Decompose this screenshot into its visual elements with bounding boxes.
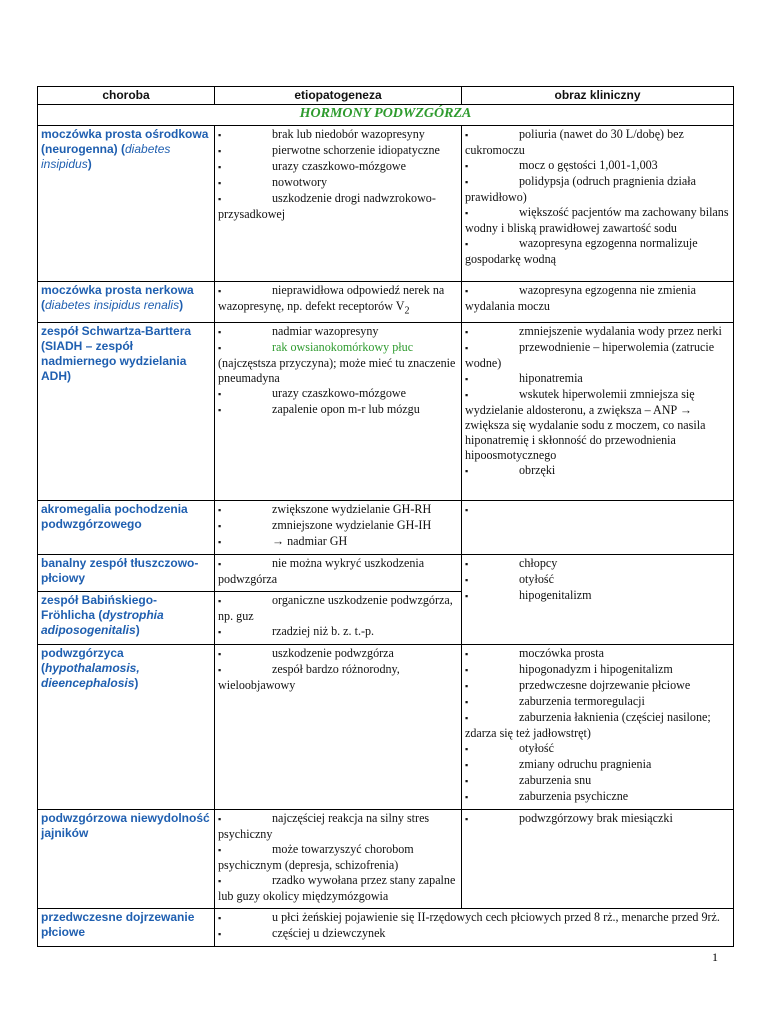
bullet-icon: ▪ <box>218 876 222 887</box>
disease-cell <box>38 555 215 592</box>
bullet-icon: ▪ <box>465 575 469 586</box>
item-text: obrzęki <box>519 463 556 478</box>
bullet-icon: ▪ <box>465 208 469 218</box>
item-text: zwiększone wydzielanie GH-RH <box>272 502 432 517</box>
disease-latin-name: hypothalamosis, dieencephalosis <box>41 661 140 691</box>
item-text: zmniejszenie wydalania wody przez nerki <box>519 324 722 339</box>
list-item <box>218 646 458 662</box>
item-text: rzadko wywołana przez stany zapalne lub guzy okolicy międzymózgowia <box>218 873 456 904</box>
item-text: wazopresyna egzogenna nie zmienia wydalania moczu <box>465 283 696 313</box>
list-item <box>218 873 458 904</box>
item-text: uszkodzenie podwzgórza <box>272 646 394 661</box>
bullet-icon: ▪ <box>218 665 222 676</box>
list-item <box>465 773 730 789</box>
list-item <box>218 842 458 873</box>
etiopathogenesis-cell <box>215 810 462 909</box>
clinical-cell <box>462 323 734 501</box>
list-item <box>465 757 730 773</box>
bullet-icon: ▪ <box>465 760 469 771</box>
bullet-icon: ▪ <box>465 665 469 676</box>
list-item <box>465 174 730 205</box>
bullet-icon: ▪ <box>218 130 222 140</box>
bullet-icon: ▪ <box>218 505 222 516</box>
bullet-icon: ▪ <box>465 286 469 296</box>
bullet-icon: ▪ <box>218 286 222 296</box>
list-item <box>465 789 730 805</box>
bullet-icon: ▪ <box>465 130 469 140</box>
bullet-icon: ▪ <box>218 627 222 638</box>
bullet-icon: ▪ <box>465 374 469 385</box>
disease-name: moczówka prosta nerkowa ( <box>41 283 194 312</box>
table-row <box>38 501 734 555</box>
list-item <box>465 371 730 387</box>
list-item <box>218 191 458 222</box>
list-item <box>218 143 458 159</box>
bullet-icon: ▪ <box>465 390 469 401</box>
disease-cell <box>38 645 215 810</box>
etiopathogenesis-cell <box>215 323 462 501</box>
bullet-icon: ▪ <box>218 929 222 940</box>
disease-cell <box>38 909 215 947</box>
list-item <box>218 386 458 402</box>
item-text: hipogonadyzm i hipogenitalizm <box>519 662 673 677</box>
disease-cell <box>38 282 215 323</box>
list-item <box>218 910 730 926</box>
list-item <box>465 572 730 588</box>
list-item <box>218 926 730 942</box>
item-text: zaburzenia psychiczne <box>519 789 629 804</box>
bullet-icon: ▪ <box>465 343 469 354</box>
list-item <box>218 340 458 386</box>
item-text: urazy czaszkowo-mózgowe <box>272 386 406 401</box>
item-text: brak lub niedobór wazopresyny <box>272 127 425 141</box>
bullet-icon: ▪ <box>465 713 469 724</box>
merged-cell <box>215 909 734 947</box>
table-row <box>38 810 734 909</box>
table-row <box>38 645 734 810</box>
bullet-icon: ▪ <box>465 744 469 755</box>
item-text: → nadmiar GH <box>272 534 348 549</box>
bullet-icon: ▪ <box>465 239 469 249</box>
column-header-disease: choroba <box>38 87 215 105</box>
disease-name: podwzgórzyca ( <box>41 646 124 676</box>
bullet-icon: ▪ <box>218 913 222 924</box>
bullet-icon: ▪ <box>218 537 222 548</box>
table-row <box>38 909 734 947</box>
bullet-icon: ▪ <box>218 194 222 204</box>
table-row <box>38 282 734 323</box>
bullet-icon: ▪ <box>218 327 222 338</box>
etiopathogenesis-cell <box>215 592 462 645</box>
bullet-icon: ▪ <box>218 845 222 856</box>
list-item <box>218 556 458 587</box>
bullet-icon: ▪ <box>218 178 222 188</box>
bullet-icon: ▪ <box>465 776 469 787</box>
bullet-icon: ▪ <box>465 681 469 692</box>
list-item <box>218 324 458 340</box>
item-text: poliuria (nawet do 30 L/dobę) bez cukromoczu <box>465 127 684 157</box>
list-item <box>218 502 458 518</box>
list-item <box>465 556 730 572</box>
list-item <box>218 534 458 550</box>
disease-name: akromegalia pochodzenia podwzgórzowego <box>41 502 188 532</box>
item-text: zaburzenia termoregulacji <box>519 694 645 709</box>
bullet-icon: ▪ <box>218 343 222 354</box>
disease-name-suffix: ) <box>135 623 140 638</box>
item-text: otyłość <box>519 572 554 587</box>
item-text: → zwiększa się wydalanie sodu z moczem, co nasila hiponatremię i skłonność do przewodnienia hipoosmotycznego <box>465 403 706 463</box>
item-text: hipogenitalizm <box>519 588 592 603</box>
bullet-icon: ▪ <box>465 559 469 570</box>
list-item <box>465 694 730 710</box>
list-item <box>218 283 458 318</box>
item-text: nieprawidłowa odpowiedź nerek na wazopresynę, np. defekt receptorów V <box>218 283 445 313</box>
item-text: mocz o gęstości 1,001-1,003 <box>519 158 658 172</box>
item-text: większość pacjentów ma zachowany bilans wodny i bliską prawidłowej zawartość sodu <box>465 205 729 235</box>
disease-cell <box>38 323 215 501</box>
clinical-cell <box>462 810 734 909</box>
item-text: wazopresyna egzogenna normalizuje gospodarkę wodną <box>465 236 698 266</box>
disease-name: podwzgórzowa niewydolność jajników <box>41 811 210 841</box>
item-text: u płci żeńskiej pojawienie się II-rzędowych cech płciowych przed 8 rż., menarche przed 9rż. <box>272 910 720 925</box>
item-text: nadmiar wazopresyny <box>272 324 379 339</box>
bullet-icon: ▪ <box>465 697 469 708</box>
bullet-icon: ▪ <box>218 405 222 416</box>
list-item <box>465 205 730 236</box>
bullet-icon: ▪ <box>218 162 222 172</box>
bullet-icon: ▪ <box>465 792 469 803</box>
disease-cell <box>38 592 215 645</box>
clinical-cell <box>462 645 734 810</box>
clinical-cell <box>462 555 734 645</box>
list-item <box>218 402 458 418</box>
disease-name: zespół Schwartza-Barttera (SIADH – zespół nadmiernego wydzielania ADH) <box>41 324 192 384</box>
etiopathogenesis-cell <box>215 282 462 323</box>
bullet-icon: ▪ <box>218 559 222 570</box>
list-item <box>465 324 730 340</box>
disease-cell <box>38 126 215 282</box>
list-item <box>465 588 730 604</box>
disease-latin-name: diabetes insipidus <box>41 142 171 171</box>
list-item <box>465 646 730 662</box>
column-header-etiopathogenesis: etiopatogeneza <box>215 87 462 105</box>
item-text: zaburzenia snu <box>519 773 592 788</box>
disease-latin-name: dystrophia adiposogenitalis <box>41 608 164 638</box>
item-text: uszkodzenie drogi nadwzrokowo-przysadkowej <box>218 191 436 221</box>
bullet-icon: ▪ <box>218 521 222 532</box>
item-text: może towarzyszyć chorobom psychicznym (depresja, schizofrenia) <box>218 842 414 873</box>
disease-cell <box>38 810 215 909</box>
bullet-icon: ▪ <box>465 505 469 516</box>
list-item <box>218 811 458 842</box>
clinical-cell <box>462 501 734 555</box>
bullet-icon: ▪ <box>218 389 222 400</box>
item-text: przewodnienie – hiperwolemia (zatrucie wodne) <box>465 340 715 371</box>
list-item <box>218 127 458 143</box>
bullet-icon: ▪ <box>218 814 222 825</box>
item-text: polidypsja (odruch pragnienia działa prawidłowo) <box>465 174 696 204</box>
list-item <box>465 502 730 518</box>
etiopathogenesis-cell <box>215 501 462 555</box>
disease-name-suffix: ) <box>87 157 92 171</box>
item-text: urazy czaszkowo-mózgowe <box>272 159 406 173</box>
page-number: 1 <box>712 950 718 964</box>
list-item <box>465 340 730 371</box>
disease-name: przedwczesne dojrzewanie płciowe <box>41 910 195 940</box>
item-text: podwzgórzowy brak miesiączki <box>519 811 673 826</box>
bullet-icon: ▪ <box>465 177 469 187</box>
list-item <box>218 593 458 624</box>
item-subscript: 2 <box>404 305 410 317</box>
list-item <box>465 678 730 694</box>
disease-name-suffix: ) <box>134 676 139 691</box>
item-text: otyłość <box>519 741 554 756</box>
table-header-row <box>38 87 734 105</box>
item-text: zmniejszone wydzielanie GH-IH <box>272 518 432 533</box>
bullet-icon: ▪ <box>465 591 469 602</box>
bullet-icon: ▪ <box>465 161 469 171</box>
section-title: HORMONY PODWZGÓRZA <box>38 105 734 126</box>
table-row <box>38 555 734 592</box>
list-item <box>218 175 458 191</box>
item-text: wskutek hiperwolemii zmniejsza się wydzielanie aldosteronu, a zwiększa – ANP <box>465 387 695 418</box>
disease-name-suffix: ) <box>179 298 184 312</box>
list-item <box>465 283 730 314</box>
disease-name: banalny zespół tłuszczowo-płciowy <box>41 556 199 586</box>
list-item <box>465 236 730 267</box>
disease-latin-name: diabetes insipidus renalis <box>45 298 180 312</box>
item-text: (najczęstsza przyczyna); może mieć tu znaczenie pneumadyna <box>218 356 456 386</box>
bullet-icon: ▪ <box>465 649 469 660</box>
column-header-clinical: obraz kliniczny <box>462 87 734 105</box>
disease-cell <box>38 501 215 555</box>
item-text: hiponatremia <box>519 371 583 386</box>
list-item <box>218 662 458 693</box>
item-text: moczówka prosta <box>519 646 604 661</box>
list-item <box>465 158 730 174</box>
bullet-icon: ▪ <box>218 649 222 660</box>
bullet-icon: ▪ <box>465 814 469 825</box>
etiopathogenesis-cell <box>215 645 462 810</box>
clinical-cell <box>462 282 734 323</box>
item-text: rzadziej niż b. z. t.-p. <box>272 624 375 639</box>
item-text: zaburzenia łaknienia (częściej nasilone; zdarza się też jadłowstręt) <box>465 710 711 741</box>
disease-name: moczówka prosta ośrodkowa (neurogenna) ( <box>41 127 209 156</box>
item-text: częściej u dziewczynek <box>272 926 386 941</box>
list-item <box>465 710 730 741</box>
list-item <box>465 741 730 757</box>
item-text: nie można wykryć uszkodzenia podwzgórza <box>218 556 425 587</box>
list-item <box>465 662 730 678</box>
item-text-highlight: rak owsianokomórkowy płuc <box>272 340 414 355</box>
table-row <box>38 323 734 501</box>
item-text: organiczne uszkodzenie podwzgórza, np. guz <box>218 593 453 624</box>
disease-name: zespół Babińskiego-Fröhlicha ( <box>41 593 158 623</box>
endocrine-table <box>37 86 734 947</box>
item-text: zapalenie opon m-r lub mózgu <box>272 402 420 417</box>
list-item <box>218 159 458 175</box>
item-text: zespół bardzo różnorodny, wieloobjawowy <box>218 662 400 693</box>
list-item <box>465 127 730 158</box>
item-text: najczęściej reakcja na silny stres psychiczny <box>218 811 430 842</box>
section-row <box>38 105 734 126</box>
bullet-icon: ▪ <box>465 466 469 477</box>
item-text: nowotwory <box>272 175 328 189</box>
list-item <box>465 811 730 827</box>
etiopathogenesis-cell <box>215 126 462 282</box>
table-row <box>38 126 734 282</box>
bullet-icon: ▪ <box>218 146 222 156</box>
list-item <box>465 387 730 463</box>
item-text: zmiany odruchu pragnienia <box>519 757 652 772</box>
bullet-icon: ▪ <box>218 596 222 607</box>
list-item <box>465 463 730 479</box>
item-text: chłopcy <box>519 556 558 571</box>
item-text: przedwczesne dojrzewanie płciowe <box>519 678 691 693</box>
list-item <box>218 624 458 640</box>
item-text: pierwotne schorzenie idiopatyczne <box>272 143 440 157</box>
list-item <box>218 518 458 534</box>
clinical-cell <box>462 126 734 282</box>
bullet-icon: ▪ <box>465 327 469 338</box>
etiopathogenesis-cell <box>215 555 462 592</box>
